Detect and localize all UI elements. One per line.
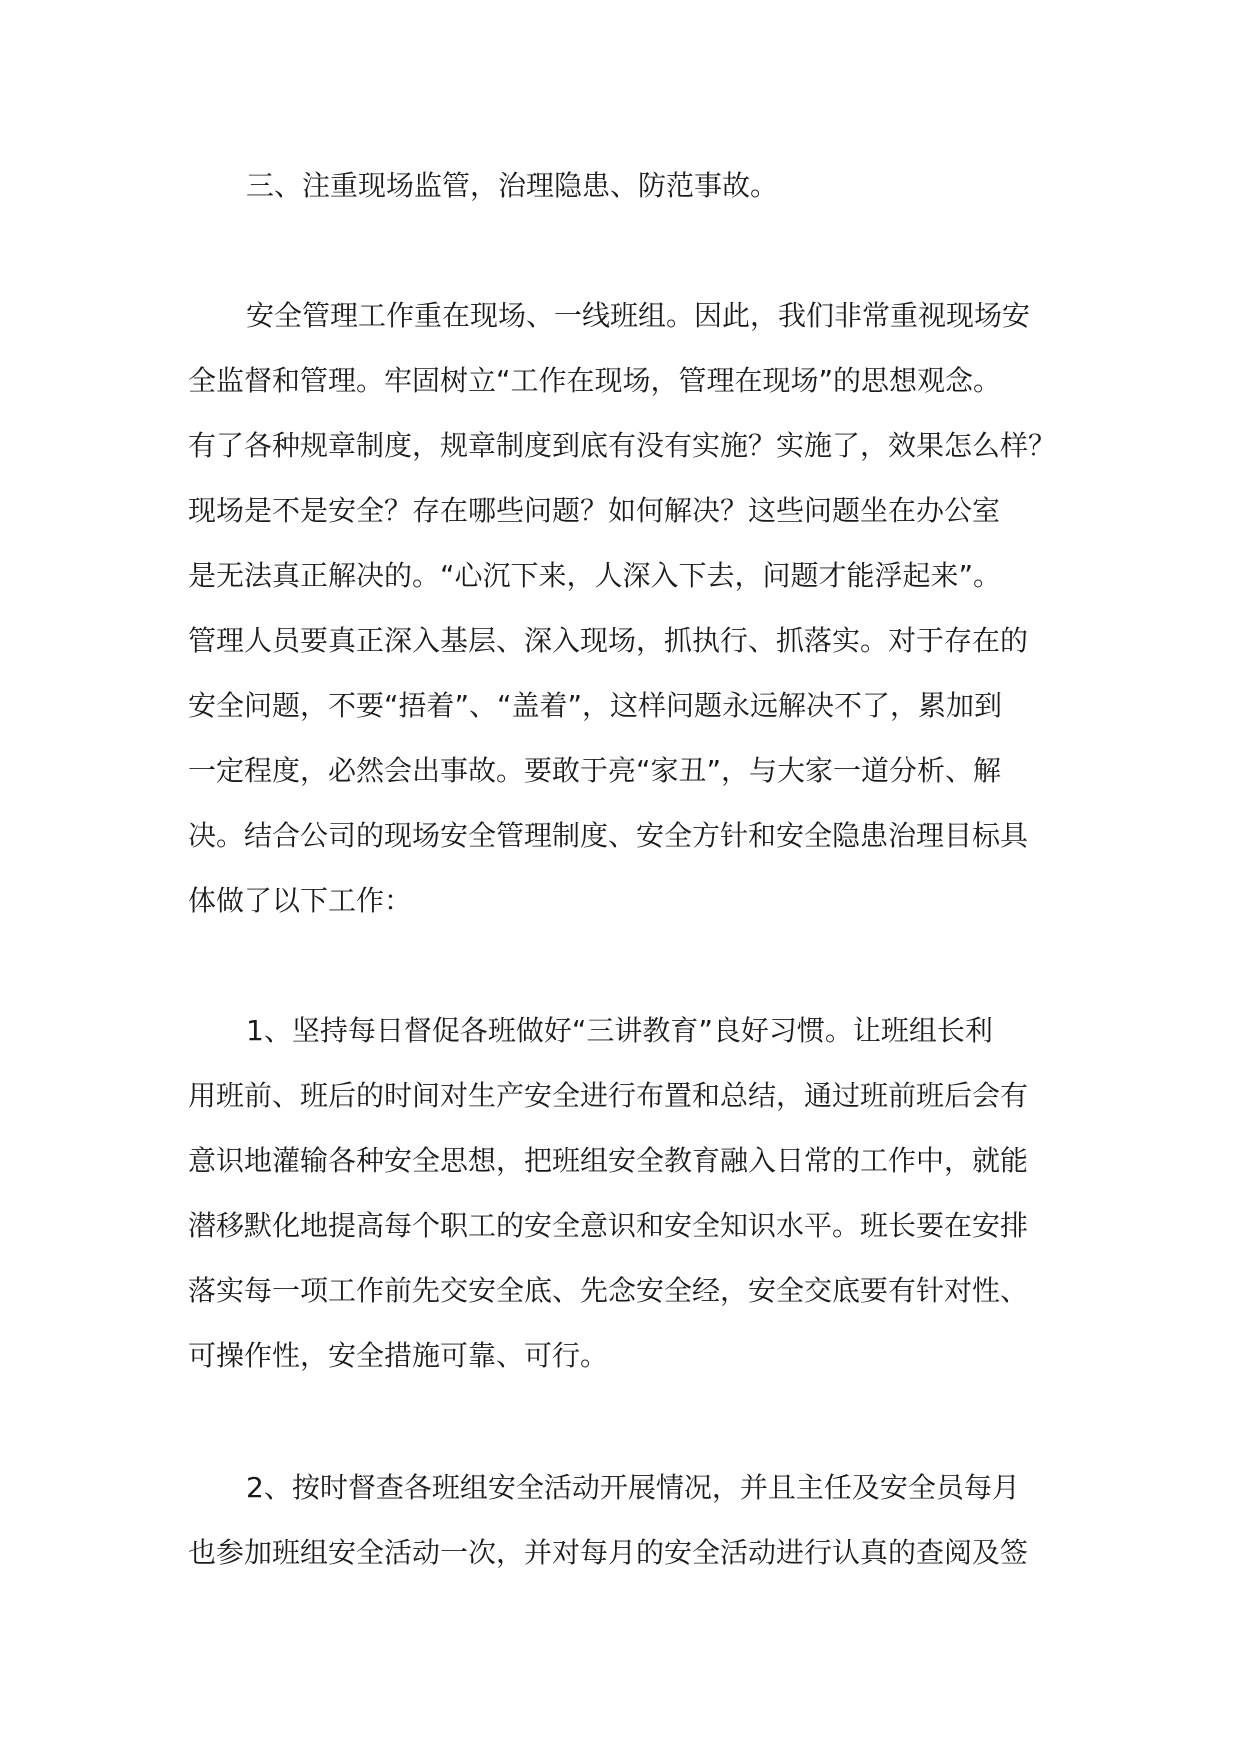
- paragraph-line: 落实每一项工作前先交安全底、先念安全经，安全交底要有针对性、: [188, 1274, 1029, 1307]
- paragraph-line: 是无法真正解决的。“心沉下来，人深入下去，问题才能浮起来”。: [188, 559, 1002, 592]
- section-heading: [188, 153, 1068, 218]
- paragraph-item-2: [188, 1455, 1068, 1585]
- paragraph-item-1: [188, 998, 1068, 1388]
- paragraph-line: 2、按时督查各班组安全活动开展情况，并且主任及安全员每月: [246, 1471, 1020, 1504]
- paragraph-line: 体做了以下工作：: [188, 884, 413, 917]
- paragraph-line: 用班前、班后的时间对生产安全进行布置和总结，通过班前班后会有: [188, 1079, 1029, 1112]
- paragraph-line: 也参加班组安全活动一次，并对每月的安全活动进行认真的查阅及签: [188, 1536, 1029, 1569]
- paragraph-line: 一定程度，必然会出事故。要敢于亮“家丑”，与大家一道分析、解: [188, 754, 1002, 787]
- paragraph-line: 安全管理工作重在现场、一线班组。因此，我们非常重视现场安: [246, 299, 1031, 332]
- paragraph-line: 决。结合公司的现场安全管理制度、安全方针和安全隐患治理目标具: [188, 819, 1029, 852]
- paragraph-line: 管理人员要真正深入基层、深入现场，抓执行、抓落实。对于存在的: [188, 624, 1029, 657]
- paragraph-line: 全监督和管理。牢固树立“工作在现场，管理在现场”的思想观念。: [188, 364, 1002, 397]
- paragraph-line: 安全问题，不要“捂着”、“盖着”，这样问题永远解决不了，累加到: [188, 689, 1003, 722]
- paragraph-line: 现场是不是安全？存在哪些问题？如何解决？这些问题坐在办公室: [188, 494, 1001, 527]
- paragraph-line: 可操作性，安全措施可靠、可行。: [188, 1339, 609, 1372]
- paragraph-line: 有了各种规章制度，规章制度到底有没有实施？实施了，效果怎么样？: [188, 429, 1057, 462]
- paragraph-line: 意识地灌输各种安全思想，把班组安全教育融入日常的工作中，就能: [188, 1144, 1029, 1177]
- paragraph-line: 潜移默化地提高每个职工的安全意识和安全知识水平。班长要在安排: [188, 1209, 1029, 1242]
- heading-line: 三、注重现场监管，治理隐患、防范事故。: [246, 169, 779, 202]
- paragraph-site-supervision: [188, 283, 1068, 933]
- paragraph-line: 1、坚持每日督促各班做好“三讲教育”良好习惯。让班组长利: [246, 1014, 993, 1047]
